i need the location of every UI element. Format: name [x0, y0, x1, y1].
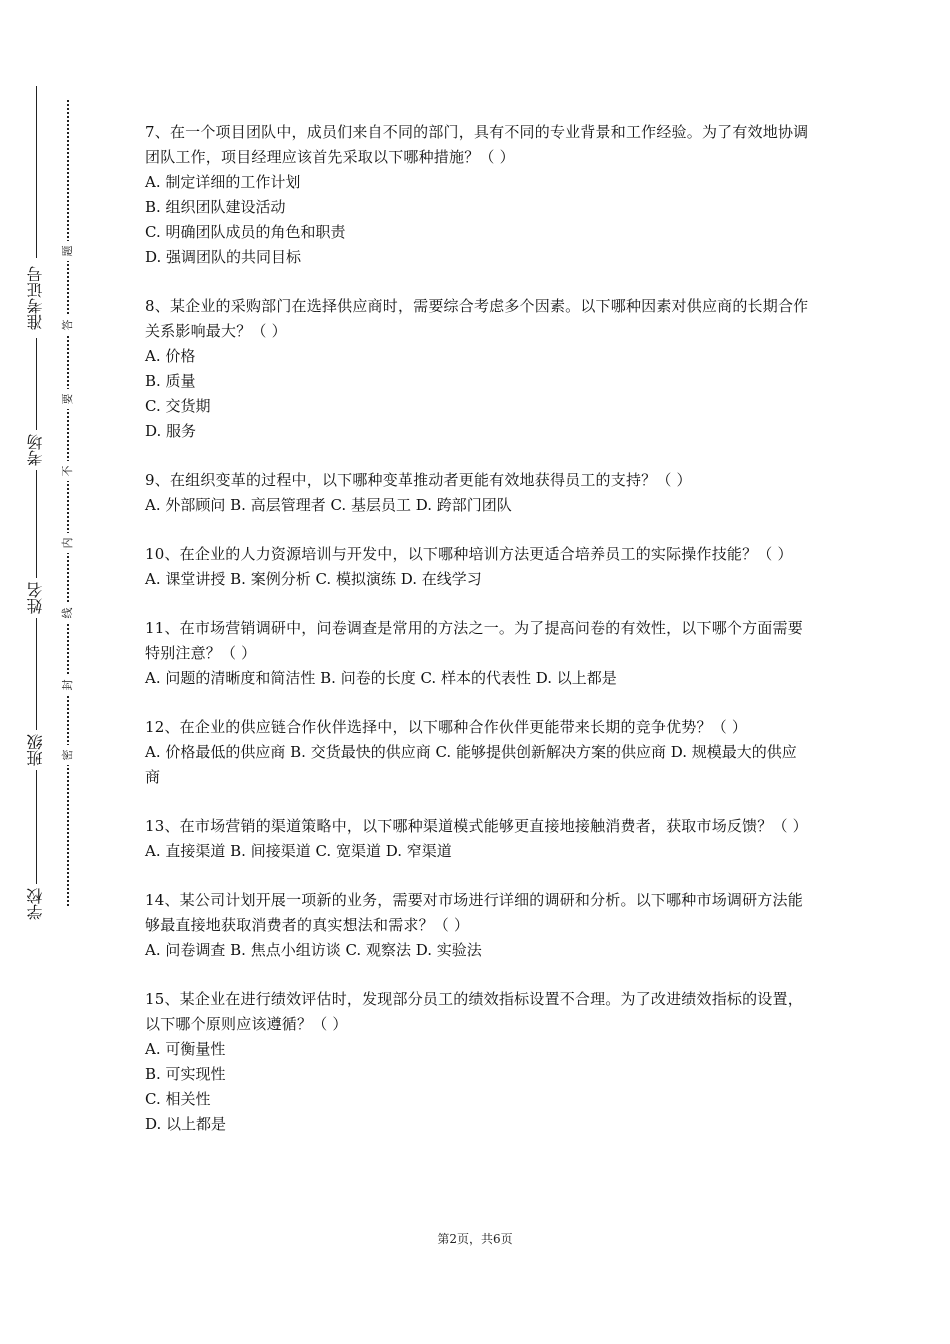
options-line: A. 价格最低的供应商 B. 交货最快的供应商 C. 能够提供创新解决方案的供应商 D. 规模最大的供应商	[145, 743, 797, 786]
seal-char-mi: 密	[59, 745, 77, 765]
question-stem: 12、在企业的供应链合作伙伴选择中，以下哪种合作伙伴更能带来长期的竞争优势？（ ）	[145, 718, 748, 736]
question-stem: 7、在一个项目团队中，成员们来自不同的部门，具有不同的专业背景和工作经验。为了有效地协调团队工作，项目经理应该首先采取以下哪种措施？（ ）	[145, 123, 809, 166]
question-stem: 10、在企业的人力资源培训与开发中，以下哪种培训方法更适合培养员工的实际操作技能？（ ）	[145, 545, 793, 563]
question-14	[145, 888, 810, 963]
question-stem: 15、某企业在进行绩效评估时，发现部分员工的绩效指标设置不合理。为了改进绩效指标的设置，以下哪个原则应该遵循？（ ）	[145, 990, 803, 1033]
question-13	[145, 814, 810, 864]
option-b: B. 组织团队建设活动	[145, 198, 286, 216]
seal-char-yao: 要	[59, 389, 77, 409]
option-b: B. 质量	[145, 372, 196, 390]
option-d: D. 服务	[145, 422, 197, 440]
question-12	[145, 715, 810, 790]
seal-char-xian: 线	[59, 603, 77, 623]
binding-solid-line	[36, 86, 37, 906]
option-b: B. 可实现性	[145, 1065, 226, 1083]
question-7	[145, 120, 810, 270]
option-d: D. 以上都是	[145, 1115, 227, 1133]
question-stem: 11、在市场营销调研中，问卷调查是常用的方法之一。为了提高问卷的有效性，以下哪个方面需要特别注意？（ ）	[145, 619, 803, 662]
options-line: A. 课堂讲授 B. 案例分析 C. 模拟演练 D. 在线学习	[145, 570, 482, 588]
question-9	[145, 468, 810, 518]
binding-field-exam-number: 准考证号	[14, 258, 58, 338]
option-a: A. 可衡量性	[145, 1040, 226, 1058]
question-stem: 9、在组织变革的过程中，以下哪种变革推动者更能有效地获得员工的支持？（ ）	[145, 471, 692, 489]
options-line: A. 外部顾问 B. 高层管理者 C. 基层员工 D. 跨部门团队	[145, 496, 512, 514]
question-stem: 13、在市场营销的渠道策略中，以下哪种渠道模式能够更直接地接触消费者，获取市场反馈？（ ）	[145, 817, 808, 835]
binding-field-name: 姓名	[14, 578, 58, 618]
question-11	[145, 616, 810, 691]
options-line: A. 问卷调查 B. 焦点小组访谈 C. 观察法 D. 实验法	[145, 941, 482, 959]
question-10	[145, 542, 810, 592]
question-15	[145, 987, 810, 1137]
options-line: A. 直接渠道 B. 间接渠道 C. 宽渠道 D. 窄渠道	[145, 842, 452, 860]
option-a: A. 制定详细的工作计划	[145, 173, 301, 191]
seal-char-ti: 题	[59, 241, 77, 261]
option-d: D. 强调团队的共同目标	[145, 248, 302, 266]
page-footer: 第2页，共6页	[437, 1232, 513, 1246]
question-stem: 14、某公司计划开展一项新的业务，需要对市场进行详细的调研和分析。以下哪种市场调研方法能够最直接地获取消费者的真实想法和需求？（ ）	[145, 891, 803, 934]
question-stem: 8、某企业的采购部门在选择供应商时，需要综合考虑多个因素。以下哪种因素对供应商的长期合作关系影响最大？（ ）	[145, 297, 809, 340]
binding-field-class: 班级	[14, 730, 58, 770]
binding-dotted-line	[67, 100, 69, 906]
question-8	[145, 294, 810, 444]
binding-field-school: 学校	[14, 884, 58, 924]
seal-char-feng: 封	[59, 675, 77, 695]
options-line: A. 问题的清晰度和简洁性 B. 问卷的长度 C. 样本的代表性 D. 以上都是	[145, 669, 617, 687]
seal-char-nei: 内	[59, 533, 77, 553]
option-c: C. 交货期	[145, 397, 211, 415]
seal-char-da: 答	[59, 315, 77, 335]
seal-char-bu: 不	[59, 461, 77, 481]
exam-binding-margin	[0, 0, 90, 1344]
option-c: C. 相关性	[145, 1090, 211, 1108]
binding-field-exam-room: 考场	[14, 430, 58, 470]
option-c: C. 明确团队成员的角色和职责	[145, 223, 346, 241]
option-a: A. 价格	[145, 347, 196, 365]
question-list	[145, 120, 810, 1161]
